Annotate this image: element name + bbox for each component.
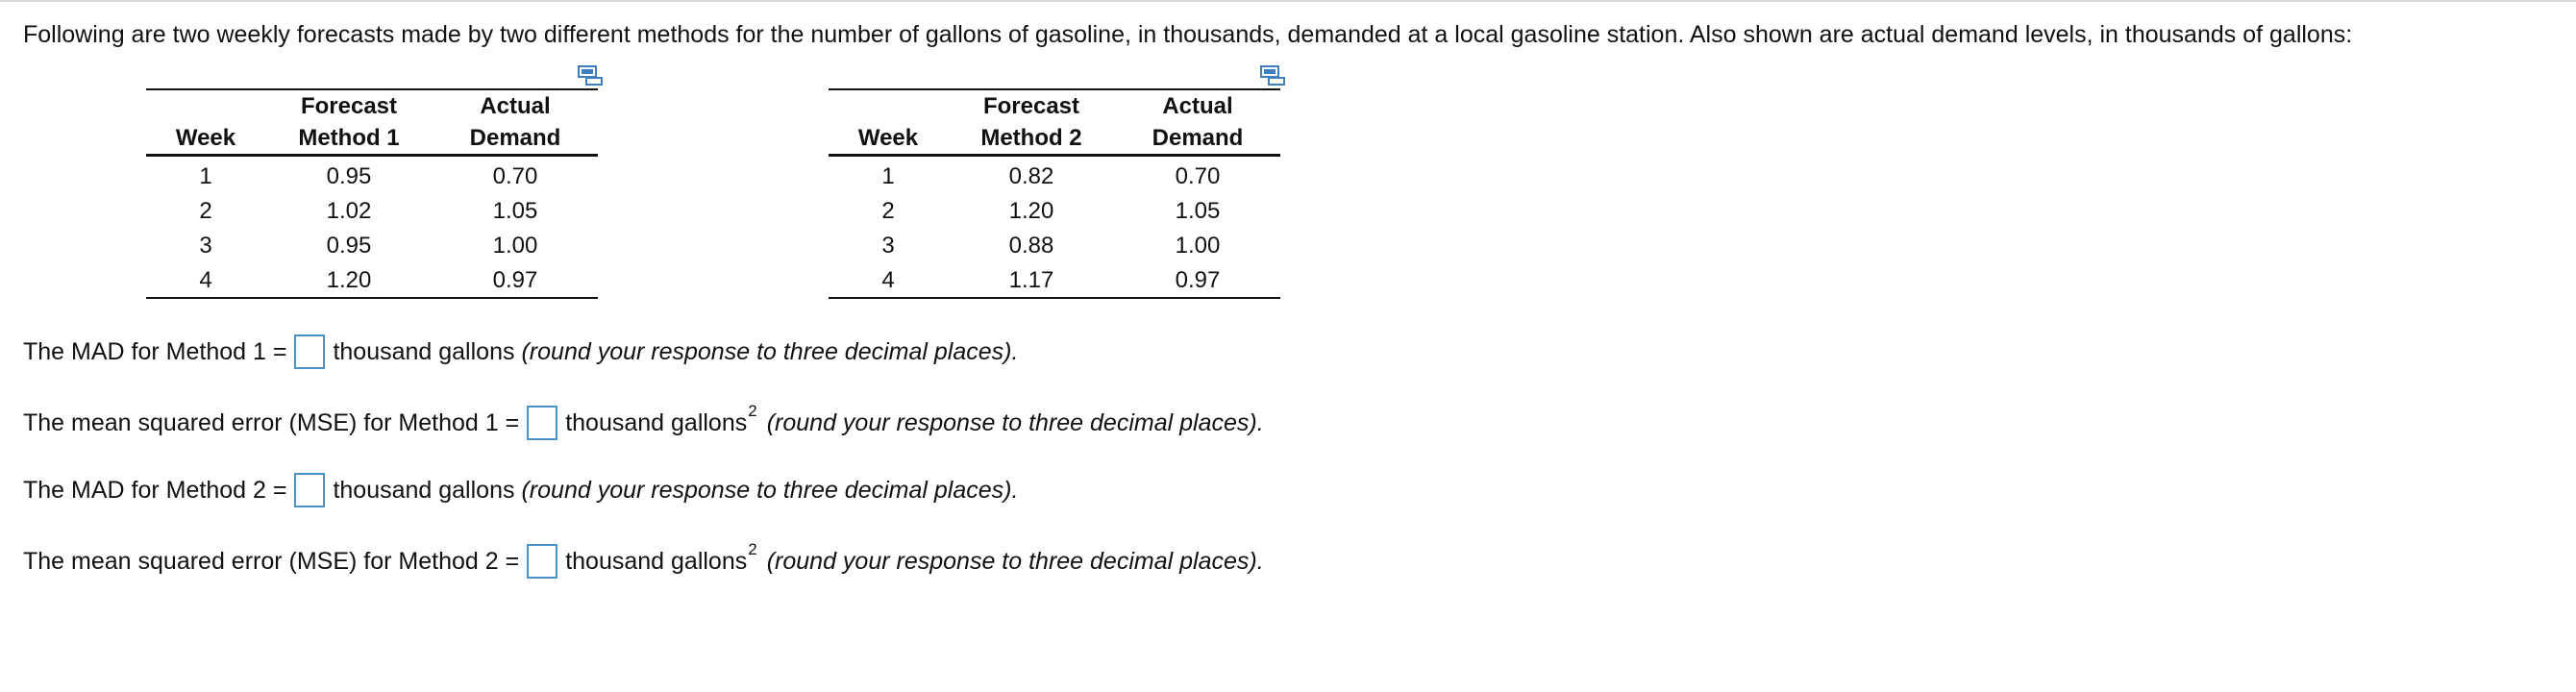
header-forecast-line1: Forecast <box>265 89 433 122</box>
copy-table-icon[interactable] <box>577 63 604 86</box>
actual-cell: 0.70 <box>1175 162 1221 189</box>
mse-method-2-input[interactable] <box>527 544 557 579</box>
forecast-cell: 0.88 <box>1008 232 1054 259</box>
actual-cell: 1.00 <box>1175 232 1221 259</box>
copy-table-icon[interactable] <box>1259 63 1286 86</box>
forecast-cell: 1.20 <box>1008 197 1054 224</box>
problem-statement: Following are two weekly forecasts made by two different methods for the number of gallons of gasoline, in thousands, demanded at a local gasoline station. Also shown are actual demand levels, in thousands of gallons: <box>23 21 2353 48</box>
data-table <box>829 88 1280 299</box>
header-forecast-line1: Forecast <box>948 89 1115 122</box>
week-cell: 4 <box>829 262 948 298</box>
forecast-table-method-2 <box>829 88 1280 299</box>
question-unit: thousand gallons <box>565 548 748 575</box>
unit-exponent: 2 <box>748 402 757 420</box>
week-cell: 3 <box>881 232 895 259</box>
table-row <box>146 193 598 228</box>
week-cell: 1 <box>881 162 895 189</box>
header-blank <box>829 89 948 122</box>
table-row <box>829 262 1280 298</box>
mad-method-1-input[interactable] <box>294 334 325 369</box>
data-table <box>146 88 598 299</box>
question-hint: (round your response to three decimal places). <box>766 548 1264 575</box>
top-divider <box>0 0 2576 2</box>
header-actual-line1: Actual <box>433 89 598 122</box>
table-row <box>829 228 1280 262</box>
mad-method-2-input[interactable] <box>294 473 325 507</box>
table-row <box>829 193 1280 228</box>
week-cell: 2 <box>881 197 895 224</box>
table-row <box>829 156 1280 194</box>
question-prefix: The mean squared error (MSE) for Method 2 = <box>23 548 520 575</box>
table-row <box>146 228 598 262</box>
actual-cell: 0.97 <box>1115 262 1280 298</box>
actual-cell: 0.70 <box>492 162 538 189</box>
header-actual-line1: Actual <box>1115 89 1280 122</box>
question-mad-method-2 <box>23 471 1018 509</box>
question-mse-method-1 <box>23 404 1264 442</box>
question-prefix: The MAD for Method 1 = <box>23 338 287 365</box>
table-row <box>146 156 598 194</box>
question-unit: thousand gallons <box>333 477 515 504</box>
question-mse-method-2 <box>23 542 1264 581</box>
header-forecast-line2: Method 2 <box>948 122 1115 156</box>
header-actual-line2: Demand <box>1115 122 1280 156</box>
question-unit: thousand gallons <box>565 409 748 436</box>
forecast-cell: 0.95 <box>326 232 372 259</box>
forecast-cell: 1.20 <box>265 262 433 298</box>
question-unit: thousand gallons <box>333 338 515 365</box>
week-cell: 4 <box>146 262 265 298</box>
forecast-cell: 1.02 <box>326 197 372 224</box>
forecast-cell: 0.82 <box>1008 162 1054 189</box>
week-cell: 2 <box>199 197 212 224</box>
forecast-cell: 0.95 <box>326 162 372 189</box>
forecast-table-method-1 <box>146 88 598 299</box>
question-hint: (round your response to three decimal places). <box>521 477 1019 504</box>
header-blank <box>146 89 265 122</box>
week-cell: 3 <box>199 232 212 259</box>
question-hint: (round your response to three decimal places). <box>766 409 1264 436</box>
forecast-cell: 1.17 <box>948 262 1115 298</box>
question-prefix: The mean squared error (MSE) for Method 1 = <box>23 409 520 436</box>
actual-cell: 1.05 <box>492 197 538 224</box>
actual-cell: 0.97 <box>433 262 598 298</box>
header-week: Week <box>146 122 265 156</box>
mse-method-1-input[interactable] <box>527 406 557 440</box>
week-cell: 1 <box>199 162 212 189</box>
actual-cell: 1.00 <box>492 232 538 259</box>
header-actual-line2: Demand <box>433 122 598 156</box>
question-prefix: The MAD for Method 2 = <box>23 477 287 504</box>
actual-cell: 1.05 <box>1175 197 1221 224</box>
question-hint: (round your response to three decimal places). <box>521 338 1019 365</box>
table-row <box>146 262 598 298</box>
unit-exponent: 2 <box>748 540 757 558</box>
header-week: Week <box>829 122 948 156</box>
question-mad-method-1 <box>23 333 1018 371</box>
header-forecast-line2: Method 1 <box>265 122 433 156</box>
